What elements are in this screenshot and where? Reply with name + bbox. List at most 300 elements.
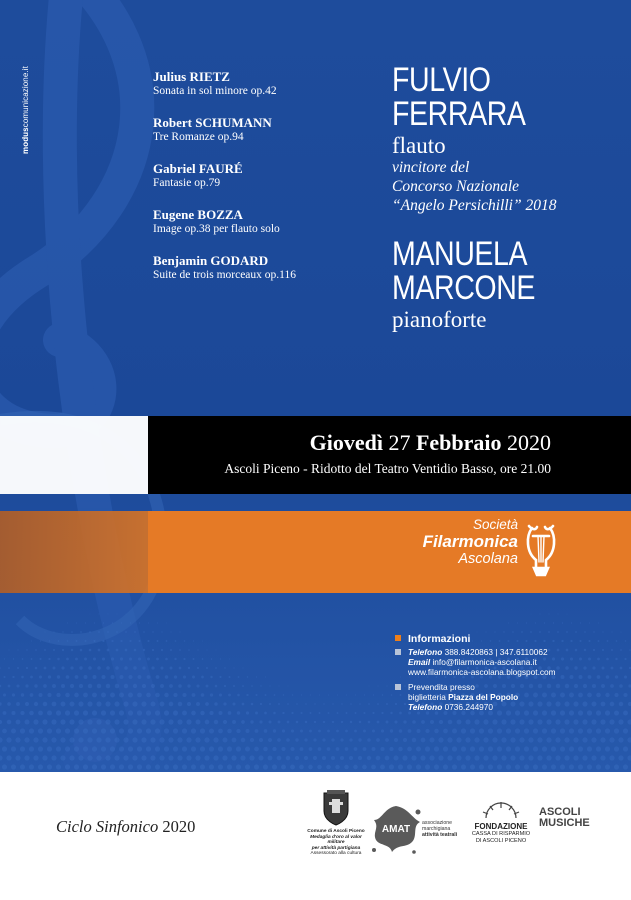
dot-mark xyxy=(580,622,581,623)
dot-mark xyxy=(236,764,241,769)
dot-mark xyxy=(20,728,25,733)
dot-mark xyxy=(264,712,267,715)
dot-mark xyxy=(241,720,245,724)
dot-mark xyxy=(623,711,628,716)
dot-mark xyxy=(200,711,204,715)
dot-mark xyxy=(119,746,124,751)
dot-mark xyxy=(291,747,295,751)
dot-mark xyxy=(618,719,623,724)
dot-mark xyxy=(358,756,362,760)
dot-mark xyxy=(38,764,43,769)
dot-mark xyxy=(116,649,119,652)
dot-mark xyxy=(177,719,182,724)
dot-mark xyxy=(101,728,106,733)
event-date xyxy=(148,430,551,456)
dot-mark xyxy=(278,721,281,724)
dot-mark xyxy=(40,640,41,641)
dot-mark xyxy=(416,764,421,769)
dot-mark xyxy=(114,719,119,724)
dot-mark xyxy=(87,737,92,742)
dot-mark xyxy=(319,712,321,714)
dot-mark xyxy=(309,730,312,733)
dot-mark xyxy=(331,738,334,741)
dot-mark xyxy=(51,737,56,742)
dot-mark xyxy=(398,747,402,751)
dot-mark xyxy=(479,746,484,751)
dot-mark xyxy=(188,649,190,651)
event-month: Febbraio xyxy=(415,430,502,455)
dot-mark xyxy=(434,764,439,769)
dot-mark xyxy=(269,721,272,724)
dot-mark xyxy=(350,721,352,723)
dot-mark xyxy=(16,702,20,706)
dot-mark xyxy=(65,746,70,751)
dot-mark xyxy=(12,676,14,678)
dot-mark xyxy=(314,721,316,723)
dot-mark xyxy=(553,622,554,623)
dot-mark xyxy=(132,719,137,724)
dot-mark xyxy=(168,719,173,724)
dot-mark xyxy=(4,658,5,659)
dot-mark xyxy=(98,631,100,633)
dot-mark xyxy=(272,747,276,751)
dot-mark xyxy=(164,728,169,733)
dot-mark xyxy=(179,667,182,670)
dot-mark xyxy=(385,738,389,742)
sunrise-icon xyxy=(468,800,534,820)
dot-mark xyxy=(434,729,439,734)
dot-mark xyxy=(24,737,29,742)
dot-mark xyxy=(143,631,145,633)
dot-mark xyxy=(159,737,164,742)
dot-mark xyxy=(438,755,443,760)
dot-mark xyxy=(157,623,158,624)
dot-mark xyxy=(355,712,357,714)
dot-mark xyxy=(30,676,33,679)
dot-mark xyxy=(47,728,52,733)
dot-mark xyxy=(65,728,70,733)
dot-mark xyxy=(96,755,101,760)
dot-mark xyxy=(245,729,249,733)
performer-name-first: FULVIO xyxy=(392,61,491,99)
dot-mark xyxy=(236,729,240,733)
dot-mark xyxy=(170,631,171,632)
dot-mark xyxy=(29,764,34,769)
dot-mark xyxy=(182,746,187,751)
dot-mark xyxy=(569,746,574,751)
email-address: info@filarmonica-ascolana.it xyxy=(432,657,537,667)
dot-mark xyxy=(165,658,168,661)
dot-mark xyxy=(87,719,92,724)
dot-mark xyxy=(213,737,218,742)
dot-mark xyxy=(169,684,173,688)
dot-mark xyxy=(218,729,223,734)
dot-mark xyxy=(173,746,178,751)
work-title: Tre Romanze op.94 xyxy=(153,131,244,143)
dot-mark xyxy=(151,684,155,688)
dot-mark xyxy=(596,764,601,769)
lyre-icon xyxy=(524,522,558,580)
dot-mark xyxy=(186,719,191,724)
dot-mark xyxy=(528,755,533,760)
composer-name: Julius RIETZ xyxy=(153,69,230,84)
dot-mark xyxy=(447,737,452,742)
dot-mark xyxy=(614,764,619,769)
program-list xyxy=(153,69,373,299)
dot-mark xyxy=(519,719,524,724)
dot-mark xyxy=(110,710,115,715)
dot-mark xyxy=(170,667,173,670)
dot-mark xyxy=(578,728,583,733)
dot-mark xyxy=(42,737,47,742)
dot-mark xyxy=(551,728,556,733)
dot-mark xyxy=(524,728,529,733)
dot-mark xyxy=(492,719,497,724)
dot-mark xyxy=(3,711,7,715)
dot-mark xyxy=(151,666,154,669)
dot-mark xyxy=(69,719,74,724)
dot-mark xyxy=(74,764,79,769)
dot-mark xyxy=(193,658,195,660)
dot-mark xyxy=(202,658,204,660)
dot-mark xyxy=(237,711,240,714)
info-panel: Informazioni Telefono 388.8420863 | 347.6110062 Email info@filarmonica-ascolana.it www.filarmonica-ascolana.blogspot.com Prevendita presso biglietteria Piazza del Popolo Telefono 0736.244970 xyxy=(395,633,620,712)
dot-mark xyxy=(49,640,50,641)
dot-mark xyxy=(625,640,626,641)
dot-mark xyxy=(197,667,199,669)
dot-mark xyxy=(39,693,43,697)
dot-mark xyxy=(519,755,524,760)
dot-mark xyxy=(182,728,187,733)
dot-mark xyxy=(114,737,119,742)
dot-mark xyxy=(305,703,307,705)
dot-mark xyxy=(174,675,177,678)
dot-mark xyxy=(7,702,11,706)
dot-mark xyxy=(227,764,232,769)
dot-mark xyxy=(107,631,109,633)
dot-mark xyxy=(546,737,551,742)
dot-mark xyxy=(245,747,250,752)
dot-mark xyxy=(96,701,101,706)
dot-mark xyxy=(596,728,601,733)
info-title: Informazioni xyxy=(408,633,471,645)
dot-mark xyxy=(624,658,626,660)
dot-mark xyxy=(272,764,277,769)
event-daynum: 27 xyxy=(388,430,411,455)
dot-mark xyxy=(128,728,133,733)
dot-mark xyxy=(101,710,106,715)
composer-name: Robert SCHUMANN xyxy=(153,115,272,130)
dot-mark xyxy=(372,729,375,732)
dot-mark xyxy=(273,712,276,715)
dot-mark xyxy=(94,622,95,623)
dot-mark xyxy=(461,728,466,733)
dot-mark xyxy=(305,721,307,723)
dot-mark xyxy=(386,703,388,705)
dot-mark xyxy=(79,666,82,669)
dot-mark xyxy=(142,684,146,688)
dot-mark xyxy=(219,693,222,696)
dot-mark xyxy=(555,755,560,760)
dot-mark xyxy=(129,640,131,642)
dot-mark xyxy=(53,667,56,670)
dot-mark xyxy=(120,657,123,660)
dot-mark xyxy=(488,728,493,733)
dot-mark xyxy=(277,738,281,742)
dot-mark xyxy=(177,737,182,742)
dot-mark xyxy=(33,719,38,724)
dot-mark xyxy=(474,737,479,742)
dot-mark xyxy=(117,614,118,615)
dot-mark xyxy=(318,730,321,733)
dot-mark xyxy=(483,737,488,742)
dot-mark xyxy=(61,702,66,707)
dot-mark xyxy=(133,666,136,669)
composer-name: Benjamin GODARD xyxy=(153,253,269,268)
dot-mark xyxy=(53,649,55,651)
dot-mark xyxy=(132,701,137,706)
dot-mark xyxy=(345,747,349,751)
dot-mark xyxy=(609,755,614,760)
dot-mark xyxy=(526,622,527,623)
dot-mark xyxy=(84,675,88,679)
dot-mark xyxy=(31,658,33,660)
dot-mark xyxy=(546,755,551,760)
dot-mark xyxy=(206,685,209,688)
dot-mark xyxy=(281,764,286,769)
dot-mark xyxy=(263,747,268,752)
date-band-accent xyxy=(0,416,148,494)
dot-mark xyxy=(506,728,511,733)
dot-mark xyxy=(337,712,339,714)
dot-mark xyxy=(398,764,403,769)
dot-mark xyxy=(358,738,361,741)
dot-mark xyxy=(443,746,448,751)
dot-mark xyxy=(0,685,1,688)
dot-mark xyxy=(65,710,70,715)
dot-mark xyxy=(3,676,5,678)
dot-mark xyxy=(191,728,196,733)
dot-mark xyxy=(110,675,114,679)
dot-mark xyxy=(296,721,299,724)
dot-mark xyxy=(155,764,160,769)
ascoli-musiche-logo: ASCOLI MUSICHE xyxy=(539,806,590,829)
dot-mark xyxy=(0,737,3,742)
dot-mark xyxy=(177,755,182,760)
dot-mark xyxy=(578,746,583,751)
dot-mark xyxy=(313,756,317,760)
dot-mark xyxy=(537,737,542,742)
dot-mark xyxy=(102,657,105,660)
dot-mark xyxy=(227,729,232,734)
dot-mark xyxy=(25,702,29,706)
dot-mark xyxy=(286,738,290,742)
dot-mark xyxy=(70,684,74,688)
dot-mark xyxy=(11,729,16,734)
dot-mark xyxy=(152,631,153,632)
dot-mark xyxy=(227,746,232,751)
dot-mark xyxy=(125,649,128,652)
dot-mark xyxy=(353,765,358,770)
dot-mark xyxy=(155,746,160,751)
dot-mark xyxy=(137,764,142,769)
dot-mark xyxy=(223,702,226,705)
dot-mark xyxy=(161,649,163,651)
dot-mark xyxy=(412,738,416,742)
dot-mark xyxy=(540,614,541,615)
dot-mark xyxy=(394,756,399,761)
dot-mark xyxy=(67,623,68,624)
dot-mark xyxy=(488,746,493,751)
dot-mark xyxy=(605,728,610,733)
dot-mark xyxy=(60,719,65,724)
dot-mark xyxy=(461,746,466,751)
dot-mark xyxy=(166,623,167,624)
dot-mark xyxy=(42,755,47,760)
dot-mark xyxy=(364,694,365,695)
dot-mark xyxy=(66,658,69,661)
dot-mark xyxy=(129,657,132,660)
dot-mark xyxy=(205,720,210,725)
award-line: vincitore del xyxy=(392,159,470,176)
dot-mark xyxy=(627,755,631,760)
dot-mark xyxy=(249,755,254,760)
dot-mark xyxy=(187,702,191,706)
event-day: Giovedì xyxy=(309,430,383,455)
dot-mark xyxy=(558,614,559,615)
dot-mark xyxy=(377,721,380,724)
dot-mark xyxy=(407,764,412,769)
dot-mark xyxy=(287,703,289,705)
dot-mark xyxy=(614,728,619,733)
dot-mark xyxy=(219,676,221,678)
dot-mark xyxy=(506,746,511,751)
dot-mark xyxy=(219,711,223,715)
dot-mark xyxy=(229,659,230,660)
dot-mark xyxy=(178,702,182,706)
dot-mark xyxy=(560,746,565,751)
dot-mark xyxy=(416,729,420,733)
dot-mark xyxy=(336,730,339,733)
dot-mark xyxy=(105,737,110,742)
dot-mark xyxy=(78,755,83,760)
dot-mark xyxy=(214,702,218,706)
dot-mark xyxy=(390,729,393,732)
dot-mark xyxy=(60,737,65,742)
dot-mark xyxy=(182,711,187,716)
dot-mark xyxy=(93,675,97,679)
performer-name-second: MANUELA xyxy=(392,235,528,273)
event-venue: Ascoli Piceno - Ridotto del Teatro Ventidio Basso, ore 21.00 xyxy=(224,461,551,476)
dot-mark xyxy=(99,614,100,615)
dot-mark xyxy=(47,693,51,697)
dot-mark xyxy=(363,747,367,751)
dot-mark xyxy=(146,710,151,715)
dot-mark xyxy=(578,764,583,769)
dot-mark xyxy=(204,755,209,760)
dot-mark xyxy=(78,701,83,706)
dot-mark xyxy=(519,737,524,742)
dot-mark xyxy=(0,720,2,724)
dot-mark xyxy=(3,694,6,697)
dot-mark xyxy=(16,720,21,725)
program-item xyxy=(153,207,373,236)
dot-mark xyxy=(78,719,83,724)
dot-mark xyxy=(20,711,24,715)
dot-mark xyxy=(146,746,151,751)
dot-mark xyxy=(128,764,133,769)
dot-mark xyxy=(501,755,506,760)
dot-mark xyxy=(290,765,295,770)
dot-mark xyxy=(57,675,60,678)
dot-mark xyxy=(173,693,177,697)
dot-mark xyxy=(188,667,190,669)
phone-number: 388.8420863 | 347.6110062 xyxy=(444,647,548,657)
dot-mark xyxy=(150,737,155,742)
dot-mark xyxy=(255,694,257,696)
dot-mark xyxy=(241,738,246,743)
dot-mark xyxy=(196,702,200,706)
dot-mark xyxy=(376,756,381,761)
dot-mark xyxy=(300,712,302,714)
dot-mark xyxy=(71,649,73,651)
dot-mark xyxy=(421,738,426,743)
dot-mark xyxy=(97,666,101,670)
dot-mark xyxy=(359,703,361,705)
dot-mark xyxy=(354,747,358,751)
dot-mark xyxy=(391,694,393,696)
presale-line: Prevendita presso xyxy=(408,682,475,692)
dot-mark xyxy=(537,755,542,760)
dot-mark xyxy=(591,719,596,724)
dot-mark xyxy=(310,694,311,695)
dot-mark xyxy=(326,765,331,770)
dot-mark xyxy=(141,701,146,706)
dot-mark xyxy=(56,746,61,751)
dot-mark xyxy=(119,728,124,733)
dot-mark xyxy=(141,719,146,724)
dot-mark xyxy=(6,737,11,742)
dot-mark xyxy=(408,729,412,733)
dot-mark xyxy=(182,764,187,769)
dot-mark xyxy=(112,622,113,623)
dot-mark xyxy=(204,737,209,742)
dot-mark xyxy=(215,685,218,688)
dot-mark xyxy=(546,719,551,724)
dot-mark xyxy=(191,711,196,716)
dot-mark xyxy=(549,614,550,615)
dot-mark xyxy=(7,720,12,725)
dot-mark xyxy=(470,764,475,769)
dot-mark xyxy=(340,756,344,760)
dot-mark xyxy=(260,703,262,705)
dot-mark xyxy=(155,710,160,715)
dot-mark xyxy=(389,747,393,751)
dot-mark xyxy=(497,728,502,733)
dot-mark xyxy=(200,764,205,769)
dot-mark xyxy=(555,737,560,742)
dot-mark xyxy=(96,737,101,742)
dot-mark xyxy=(322,738,325,741)
dot-mark xyxy=(465,755,470,760)
dot-mark xyxy=(24,719,29,724)
dot-mark xyxy=(382,694,383,695)
dot-mark xyxy=(83,728,88,733)
dot-mark xyxy=(474,719,479,724)
dot-mark xyxy=(168,755,173,760)
dot-mark xyxy=(11,746,16,751)
dot-mark xyxy=(542,728,547,733)
